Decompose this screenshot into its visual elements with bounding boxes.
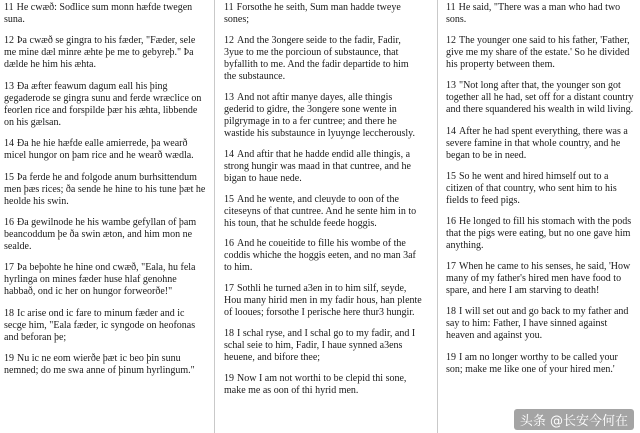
verse-11 (4, 2, 206, 26)
verse-number: 17 (224, 283, 234, 295)
middle-english-column (224, 0, 422, 433)
verse-11 (224, 2, 422, 26)
verse-text: And not aftir manye dayes, alle thingis gederid to gidre, the 3ongere sone wente in pilgrymage in to a fer cuntree; and there he wastide his substaunce in lyuynge leccherously. (224, 91, 415, 139)
verse-text: And he wente, and cleuyde to oon of the citeseyns of that cuntree. And he sente him in to his toun, that he schulde feede hoggis. (224, 193, 417, 229)
verse-number: 16 (224, 238, 234, 250)
verse-17 (4, 262, 206, 298)
verse-text: When he came to his senses, he said, 'How many of my father's hired men have food to spare, and here I am starving to death! (446, 261, 631, 297)
verse-text: I schal ryse, and I schal go to my fadir, and I schal seie to him, Fadir, I haue synned a3ens heuene, and bifore thee; (224, 328, 416, 364)
verse-19 (224, 373, 422, 397)
verse-15 (224, 194, 422, 230)
verse-13 (446, 80, 636, 116)
verse-17 (446, 261, 636, 297)
verse-number: 18 (4, 307, 14, 319)
verse-18 (4, 308, 206, 344)
verse-text: Þa beþohte he hine ond cwæð, "Eala, hu fela hyrlinga on mines fæder huse hlaf genohne habbað, ond ic her on hungor forweorðe!" (4, 262, 196, 298)
verse-number: 19 (4, 353, 14, 365)
verse-text: I will set out and go back to my father and say to him: Father, I have sinned against heaven and against you. (446, 306, 629, 342)
verse-text: Now I am not worthi to be clepid thi sone, make me as oon of thi hyrid men. (224, 373, 407, 397)
verse-text: Þa ferde he and folgode anum burhsittendum men þæs rices; ða sende he hine to his tune þæt he heolde his swin. (4, 171, 206, 207)
verse-19 (4, 353, 206, 377)
verse-text: Ða he hie hæfde ealle amierrede, þa wearð micel hungor on þam rice and he wearð wædla. (4, 138, 194, 162)
verse-number: 19 (224, 373, 234, 385)
verse-text: And aftir that he hadde endid alle thingis, a strong hungir was maad in that cuntree, and he bigan to haue nede. (224, 148, 411, 184)
verse-text: So he went and hired himself out to a citizen of that country, who sent him to his fields to feed pigs. (446, 170, 617, 206)
verse-11 (446, 2, 636, 26)
verse-16 (224, 238, 422, 274)
verse-text: Þa cwæð se gingra to his fæder, "Fæder, sele me mine dæl minre æhte þe me to gebyreþ." Þa dælde he him his æhta. (4, 35, 196, 71)
verse-number: 13 (446, 80, 456, 92)
verse-number: 12 (224, 34, 234, 46)
verse-number: 18 (224, 328, 234, 340)
verse-text: Ða gewilnode he his wambe gefyllan of þam beancoddum þe ða swin æton, and him mon ne sealde. (4, 216, 197, 252)
verse-text: "Not long after that, the younger son got together all he had, set off for a distant country and there squandered his wealth in wild living. (446, 80, 634, 116)
column-divider (214, 0, 215, 433)
verse-text: And the 3ongere seide to the fadir, Fadir, 3yue to me the porcioun of substaunce, that byfallith to me. And the fadir departide to him the substaunce. (224, 34, 409, 82)
watermark: 头条 @长安今何在 (514, 409, 634, 430)
modern-english-column (446, 0, 636, 433)
verse-17 (224, 283, 422, 319)
verse-text: I am no longer worthy to be called your son; make me like one of your hired men.' (446, 351, 618, 375)
verse-text: He longed to fill his stomach with the pods that the pigs were eating, but no one gave him anything. (446, 215, 632, 251)
verse-number: 14 (224, 148, 234, 160)
verse-number: 16 (446, 215, 456, 227)
verse-19 (446, 352, 636, 376)
verse-number: 16 (4, 216, 14, 228)
verse-text: And he coueitide to fille his wombe of the coddis whiche the hoggis eeten, and no man 3af to him. (224, 238, 416, 274)
verse-number: 13 (4, 80, 14, 92)
verse-13 (224, 92, 422, 140)
verse-number: 19 (446, 351, 456, 363)
verse-number: 11 (446, 2, 456, 13)
verse-number: 12 (446, 35, 456, 47)
verse-number: 18 (446, 306, 456, 318)
verse-12 (224, 35, 422, 83)
verse-number: 11 (224, 2, 234, 13)
verse-12 (446, 35, 636, 71)
verse-text: Ic arise ond ic fare to minum fæder and ic secge him, "Eala fæder, ic syngode on heofonas and beforan þe; (4, 307, 196, 343)
verse-number: 14 (4, 138, 14, 150)
old-english-column (4, 0, 206, 433)
verse-text: The younger one said to his father, 'Father, give me my share of the estate.' So he divided his property between them. (446, 35, 630, 71)
verse-text: Forsothe he seith, Sum man hadde tweye sones; (224, 2, 401, 25)
verse-number: 17 (446, 261, 456, 273)
verse-text: After he had spent everything, there was a severe famine in that whole country, and he began to be in need. (446, 125, 628, 161)
verse-14 (446, 126, 636, 162)
verse-14 (4, 138, 206, 162)
verse-number: 14 (446, 125, 456, 137)
verse-16 (4, 217, 206, 253)
verse-text: Ða æfter feawum dagum eall his þing gegaderode se gingra sunu and ferde wræclice on feorlen rice and forspilde þær his æhta, libbende on his gælsan. (4, 80, 202, 128)
verse-text: Nu ic ne eom wierðe þæt ic beo þin sunu nemned; do me swa anne of þinum hyrlingum." (4, 353, 195, 377)
verse-text: He cwæð: Sođlice sum monn hæfde twegen suna. (4, 2, 193, 25)
verse-number: 15 (224, 193, 234, 205)
verse-text: He said, "There was a man who had two sons. (446, 2, 621, 25)
verse-18 (446, 306, 636, 342)
verse-13 (4, 81, 206, 129)
verse-text: Sothli he turned a3en in to him silf, seyde, Hou many hirid men in my fadir hous, han plente of looues; forsothe I perische here thur3 hungir. (224, 283, 422, 319)
verse-15 (4, 172, 206, 208)
verse-number: 12 (4, 35, 14, 47)
verse-number: 17 (4, 262, 14, 274)
verse-15 (446, 171, 636, 207)
column-divider (437, 0, 438, 433)
verse-18 (224, 328, 422, 364)
verse-16 (446, 216, 636, 252)
verse-number: 11 (4, 2, 14, 13)
verse-14 (224, 149, 422, 185)
verse-number: 15 (446, 170, 456, 182)
verse-number: 15 (4, 171, 14, 183)
verse-12 (4, 35, 206, 71)
verse-number: 13 (224, 91, 234, 103)
